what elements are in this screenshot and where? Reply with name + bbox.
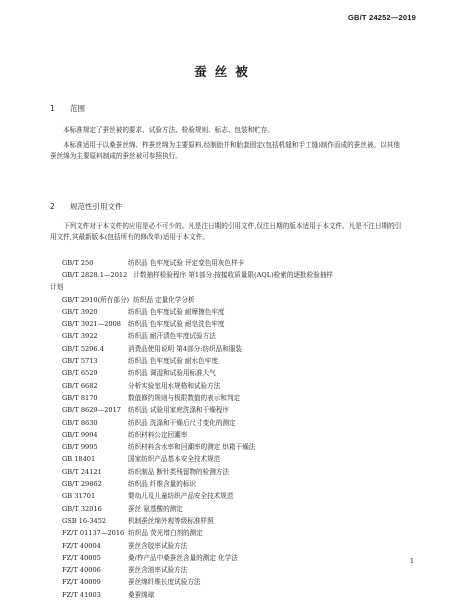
reference-code: GB/T 9994	[62, 430, 98, 439]
reference-title: 分析实验室用水规格和试验方法	[128, 381, 221, 390]
reference-code: FZ/T 40006	[62, 566, 101, 575]
reference-title: 纺织品 色牢度试验 耐皂洗色牢度	[128, 320, 225, 329]
reference-item	[62, 466, 406, 478]
reference-item	[62, 576, 406, 588]
reference-code: FZ/T 01137—2016	[62, 529, 125, 538]
section-2-title: 规范性引用文件	[70, 202, 123, 211]
reference-code: GB/T 8629—2017	[62, 406, 121, 415]
reference-code: GB/T 3920	[62, 307, 98, 316]
reference-item	[62, 417, 406, 429]
reference-code: GB/T 5296.4	[62, 344, 104, 353]
reference-code: GB/T 8170	[62, 393, 98, 402]
reference-title: 纺织品 洗涤和干燥后尺寸变化的测定	[128, 418, 236, 427]
section-1-number: 1	[50, 104, 55, 113]
reference-title: 数值修约规则与极限数值的表示和判定	[128, 393, 241, 402]
reference-title: 纺织品 试验用家庭洗涤和干燥程序	[128, 406, 230, 415]
reference-title: 纺织品 纤维含量的标识	[128, 480, 197, 489]
reference-item	[62, 343, 406, 355]
reference-title: 桑/柞产品中桑蚕丝含量的测定 化学法	[128, 553, 238, 562]
page-number: 1	[409, 557, 414, 565]
reference-code: GB/T 24121	[62, 467, 102, 476]
reference-item	[62, 540, 406, 552]
section-1-heading	[50, 103, 85, 114]
reference-code: GB/T 2828.1—2012	[62, 271, 128, 280]
reference-title: 纺织品 调湿和试验用标准大气	[128, 369, 216, 378]
reference-title: 机制蚕丝绵外观等级标准样照	[128, 516, 214, 525]
scope-paragraph-1: 本标准规定了蚕丝被的要求、试验方法、检验规则、标志、包装和贮存。	[63, 126, 274, 134]
section-2-number: 2	[50, 202, 55, 211]
reference-item	[62, 453, 406, 465]
document-title: 蚕丝被	[194, 64, 256, 79]
reference-title: 纺织材料含水率和回潮率的测定 烘箱干燥法	[128, 443, 256, 452]
scope-paragraph-2: 本标准适用于以桑蚕丝绵、柞蚕丝绵为主要原料,经制胎并和胎套固定(包括机缝和手工缝)制作而成的蚕丝被。以其他蚕丝绵为主要原料制成的蚕丝被可参照执行。	[50, 141, 400, 160]
reference-item	[62, 503, 406, 515]
reference-item	[62, 564, 406, 576]
reference-item	[62, 404, 406, 416]
reference-item	[62, 318, 406, 330]
reference-title: 婴幼儿及儿童纺织产品安全技术规范	[128, 492, 234, 501]
reference-item	[62, 429, 406, 441]
reference-item	[62, 527, 406, 539]
reference-title: 国家纺织产品基本安全技术规范	[128, 455, 221, 464]
reference-code: GB/T 5713	[62, 357, 98, 366]
reference-title: 纺织品 耐汗渍色牢度试验方法	[128, 332, 216, 341]
reference-title: 纺织品 定量化学分析	[133, 295, 195, 304]
section-1-title: 范围	[70, 104, 85, 113]
reference-list	[50, 257, 406, 601]
reference-item	[62, 355, 406, 367]
reference-item	[62, 441, 406, 453]
reference-code: GB/T 6529	[62, 369, 98, 378]
reference-title: 蚕丝 氨基酸的测定	[128, 504, 183, 513]
reference-code: GSB 16-3452	[62, 516, 107, 525]
reference-title: 蚕丝绵纤维长度试验方法	[128, 578, 201, 587]
reference-title: 计数抽样检验程序 第1部分:按接收质量限(AQL)检索的逐批检验抽样	[133, 271, 334, 280]
reference-code: FZ/T 41003	[62, 590, 101, 599]
reference-item	[62, 392, 406, 404]
reference-code: GB/T 29862	[62, 480, 102, 489]
reference-code: GB/T 8630	[62, 418, 98, 427]
reference-item	[62, 490, 406, 502]
reference-item	[62, 257, 406, 269]
reference-code: GB 18401	[62, 455, 96, 464]
reference-item	[62, 589, 406, 601]
reference-item	[62, 515, 406, 527]
reference-item	[50, 269, 406, 293]
section-2-heading	[50, 201, 123, 212]
reference-item	[62, 552, 406, 564]
references-intro: 下列文件对于本文件的应用是必不可少的。凡是注日期的引用文件,仅注日期的版本适用于本文件。凡是不注日期的引用文件,其最新版本(包括所有的修改单)适用于本文件。	[50, 222, 402, 241]
reference-title: 桑蚕绵球	[128, 590, 155, 599]
reference-item	[62, 367, 406, 379]
reference-item	[62, 380, 406, 392]
reference-code: GB/T 3921—2008	[62, 320, 121, 329]
reference-title: 纺织材料公定回潮率	[128, 430, 188, 439]
reference-item	[62, 478, 406, 490]
reference-code: GB/T 32016	[62, 504, 102, 513]
reference-code: FZ/T 40009	[62, 578, 101, 587]
reference-title-continuation: 计划	[50, 283, 64, 292]
reference-code: FZ/T 40004	[62, 541, 101, 550]
reference-code: FZ/T 40005	[62, 553, 101, 562]
reference-title: 纺织制品 断针类残留物的检测方法	[128, 467, 230, 476]
reference-title: 纺织品 荧光增白剂的测定	[128, 529, 203, 538]
reference-item	[62, 306, 406, 318]
reference-item	[62, 294, 406, 306]
reference-title: 纺织品 色牢度试验 耐摩擦色牢度	[128, 307, 225, 316]
reference-title: 纺织品 色牢度试验 评定变色用灰色样卡	[128, 259, 245, 267]
reference-code: GB/T 9995	[62, 443, 98, 452]
reference-title: 蚕丝含胶率试验方法	[128, 541, 188, 550]
reference-code: GB 31701	[62, 492, 96, 501]
reference-code: GB/T 3922	[62, 332, 98, 341]
reference-code: GB/T 6682	[62, 381, 98, 390]
reference-code: GB/T 250	[62, 259, 94, 267]
standard-code: GB/T 24252—2019	[347, 13, 416, 22]
reference-title: 蚕丝含油率试验方法	[128, 566, 188, 575]
reference-item	[62, 330, 406, 342]
reference-title: 消费品使用说明 第4部分:纺织品和服装	[128, 344, 243, 353]
reference-code: GB/T 2910(所有部分)	[62, 295, 130, 304]
reference-title: 纺织品 色牢度试验 耐水色牢度	[128, 357, 218, 366]
